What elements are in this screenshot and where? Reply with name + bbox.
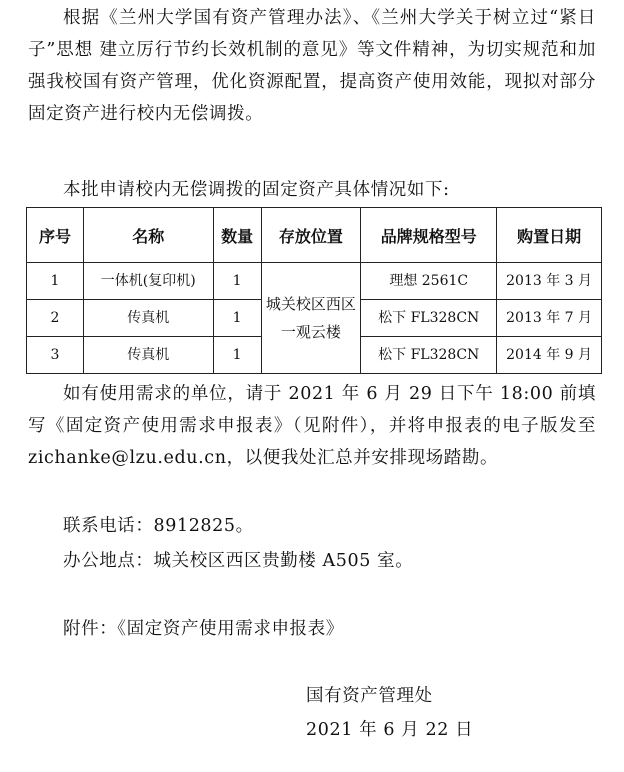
cell-name: 传真机 <box>83 337 213 374</box>
cell-model: 理想 2561C <box>361 263 497 300</box>
cell-no: 2 <box>27 300 84 337</box>
cell-qty: 1 <box>213 300 261 337</box>
table-lead-text: 本批申请校内无偿调拨的固定资产具体情况如下: <box>63 180 450 200</box>
signature-date: 2021 年 6 月 22 日 <box>306 720 474 740</box>
header-qty: 数量 <box>213 208 261 263</box>
header-name: 名称 <box>83 208 213 263</box>
cell-no: 3 <box>27 337 84 374</box>
office-address: 办公地点：城关校区西区贵勤楼 A505 室。 <box>63 551 414 571</box>
cell-qty: 1 <box>213 337 261 374</box>
notice-paragraph: 如有使用需求的单位，请于 2021 年 6 月 29 日下午 18:00 前填写《固定资产使用需求申报表》（见附件），并将申报表的电子版发至 zichanke@lzu.edu.cn，以便我处汇总并安排现场踏勘。 <box>28 384 596 468</box>
cell-date: 2013 年 3 月 <box>497 263 602 300</box>
cell-model: 松下 FL328CN <box>361 337 497 374</box>
cell-date: 2014 年 9 月 <box>497 337 602 374</box>
table-header-row <box>27 208 602 263</box>
asset-table <box>26 207 602 374</box>
cell-name: 一体机(复印机) <box>83 263 213 300</box>
cell-location: 城关校区西区一观云楼 <box>261 263 361 374</box>
cell-name: 传真机 <box>83 300 213 337</box>
cell-date: 2013 年 7 月 <box>497 300 602 337</box>
cell-no: 1 <box>27 263 84 300</box>
header-location: 存放位置 <box>261 208 361 263</box>
header-model: 品牌规格型号 <box>361 208 497 263</box>
header-date: 购置日期 <box>497 208 602 263</box>
signature-dept: 国有资产管理处 <box>306 686 433 706</box>
table-row <box>27 263 602 300</box>
header-no: 序号 <box>27 208 84 263</box>
cell-qty: 1 <box>213 263 261 300</box>
contact-phone: 联系电话：8912825。 <box>63 516 254 536</box>
cell-model: 松下 FL328CN <box>361 300 497 337</box>
intro-paragraph: 根据《兰州大学国有资产管理办法》、《兰州大学关于树立过“紧日子”思想 建立厉行节约长效机制的意见》等文件精神，为切实规范和加强我校国有资产管理，优化资源配置，提高资产使用效能，现拟对部分固定资产进行校内无偿调拨。 <box>28 8 596 124</box>
attachment-line: 附件：《固定资产使用需求申报表》 <box>63 619 344 639</box>
